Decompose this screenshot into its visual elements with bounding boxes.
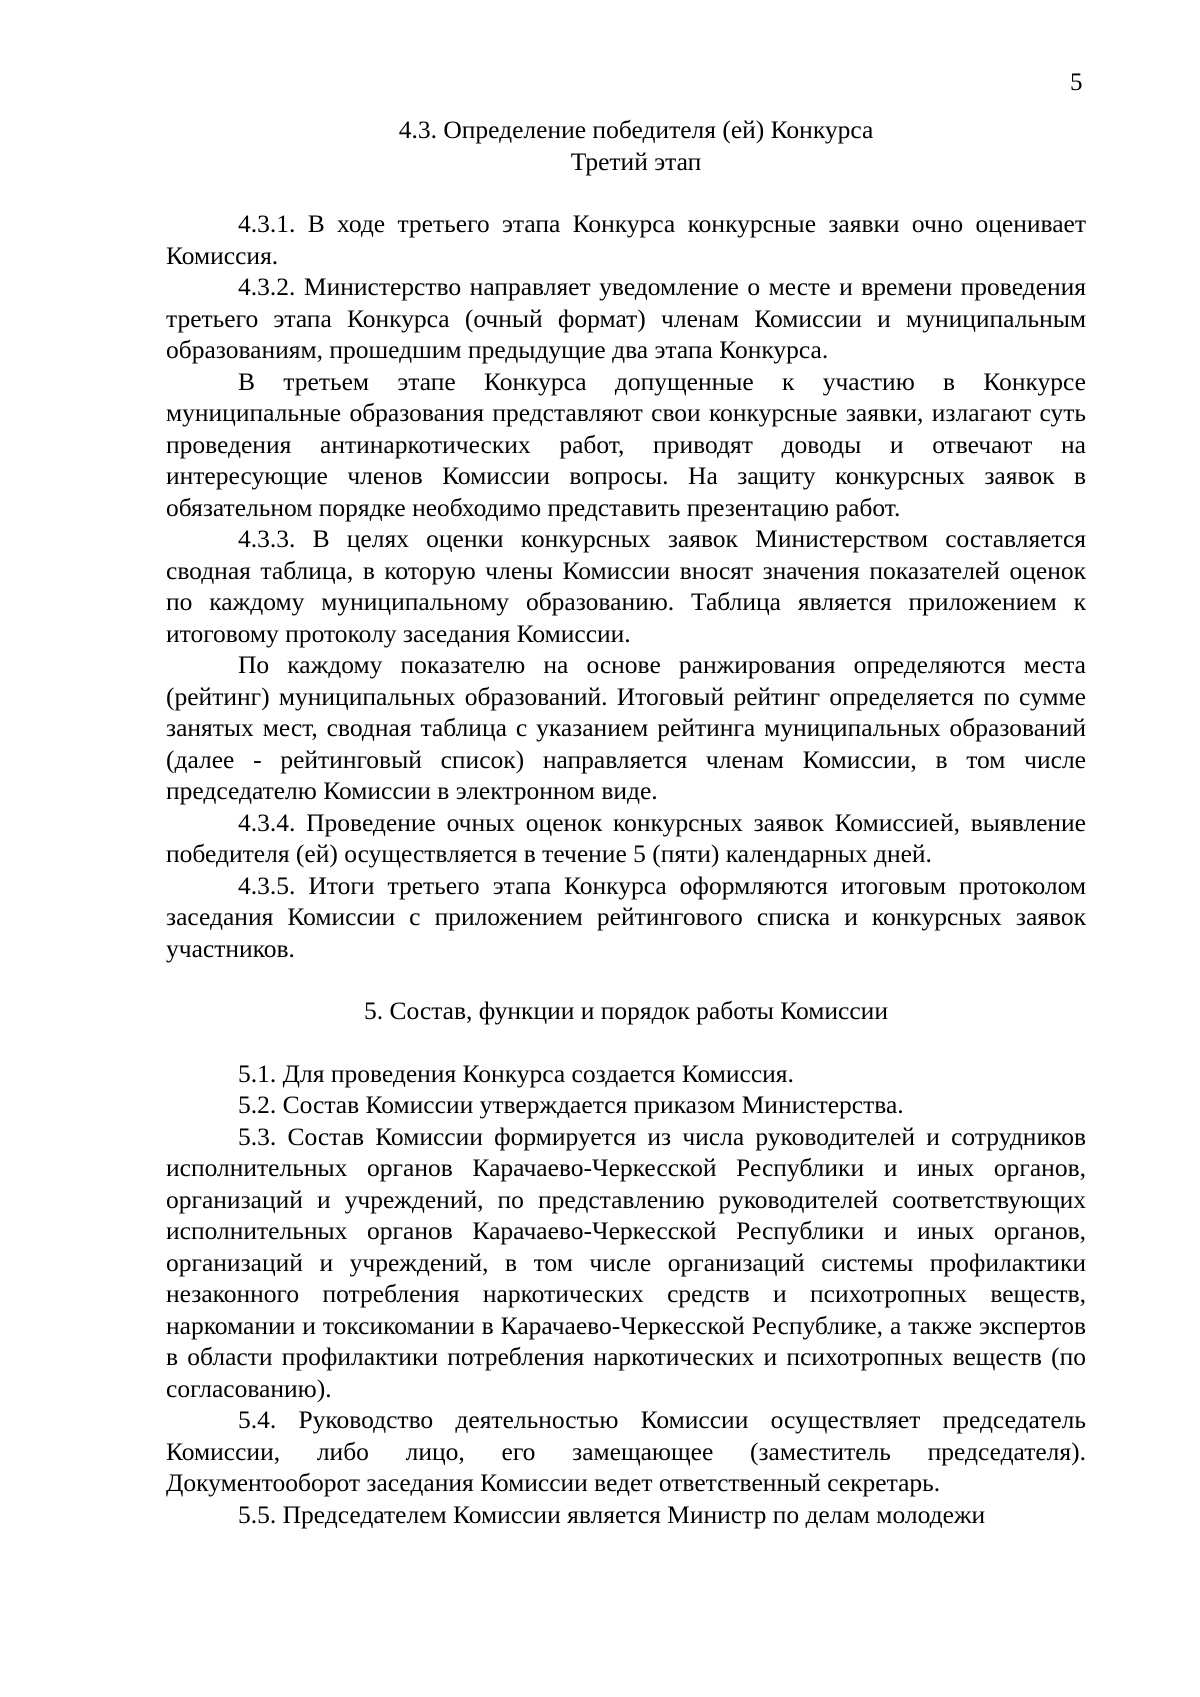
section-4-3-subtitle: Третий этап (570, 146, 702, 176)
paragraph-5-5: 5.5. Председателем Комиссии является Министр по делам молодежи (238, 1499, 986, 1529)
section-4-3-title: 4.3. Определение победителя (ей) Конкурса (398, 115, 874, 144)
document-body (166, 114, 1086, 1530)
paragraph-5-1: 5.1. Для проведения Конкурса создается Комиссия. (238, 1058, 794, 1088)
paragraph-5-2: 5.2. Состав Комиссии утверждается приказом Министерства. (238, 1090, 904, 1119)
paragraph-ranking: По каждому показателю на основе ранжирования определяются места (рейтинг) муниципальных образований. Итоговый рейтинг определяется по сумме занятых мест, сводная таблица с указанием рейтинга муниципальных образований (далее - рейтинговый список) направляется членам Комиссии, в том числе председателю Комиссии в электронном виде. (166, 650, 1086, 805)
paragraph-4-3-1: 4.3.1. В ходе третьего этапа Конкурса конкурсные заявки очно оценивает Комиссия. (166, 209, 1086, 270)
paragraph-4-3-4: 4.3.4. Проведение очных оценок конкурсных заявок Комиссией, выявление победителя (ей) осуществляется в течение 5 (пяти) календарных дней. (166, 807, 1086, 868)
paragraph-third-stage-description: В третьем этапе Конкурса допущенные к участию в Конкурсе муниципальные образования представляют свои конкурсные заявки, излагают суть проведения антинаркотических работ, приводят доводы и отвечают на интересующие членов Комиссии вопросы. На защиту конкурсных заявок в обязательном порядке необходимо представить презентацию работ. (166, 366, 1086, 522)
paragraph-4-3-5: 4.3.5. Итоги третьего этапа Конкурса оформляются итоговым протоколом заседания Комиссии с приложением рейтингового списка и конкурсных заявок участников. (166, 870, 1086, 963)
paragraph-4-3-3: 4.3.3. В целях оценки конкурсных заявок Министерством составляется сводная таблица, в которую члены Комиссии вносят значения показателей оценок по каждому муниципальному образованию. Таблица является приложением к итоговому протоколу заседания Комиссии. (166, 524, 1086, 648)
section-5-title: 5. Состав, функции и порядок работы Комиссии (364, 996, 888, 1025)
page-number: 5 (1070, 69, 1083, 96)
paragraph-5-4: 5.4. Руководство деятельностью Комиссии осуществляет председатель Комиссии, либо лицо, его замещающее (заместитель председателя). Документооборот заседания Комиссии ведет ответственный секретарь. (166, 1405, 1086, 1497)
paragraph-5-3: 5.3. Состав Комиссии формируется из числа руководителей и сотрудников исполнительных органов Карачаево-Черкесской Республики и иных органов, организаций и учреждений, по представлению руководителей соответствующих исполнительных органов Карачаево-Черкесской Республики и иных органов, организаций и учреждений, в том числе организаций системы профилактики незаконного потребления наркотических средств и психотропных веществ, наркомании и токсикомании в Карачаево-Черкесской Республике, а также экспертов в области профилактики потребления наркотических и психотропных веществ (по согласованию). (166, 1121, 1086, 1403)
paragraph-4-3-2: 4.3.2. Министерство направляет уведомление о месте и времени проведения третьего этапа Конкурса (очный формат) членам Комиссии и муниципальным образованиям, прошедшим предыдущие два этапа Конкурса. (166, 272, 1086, 364)
